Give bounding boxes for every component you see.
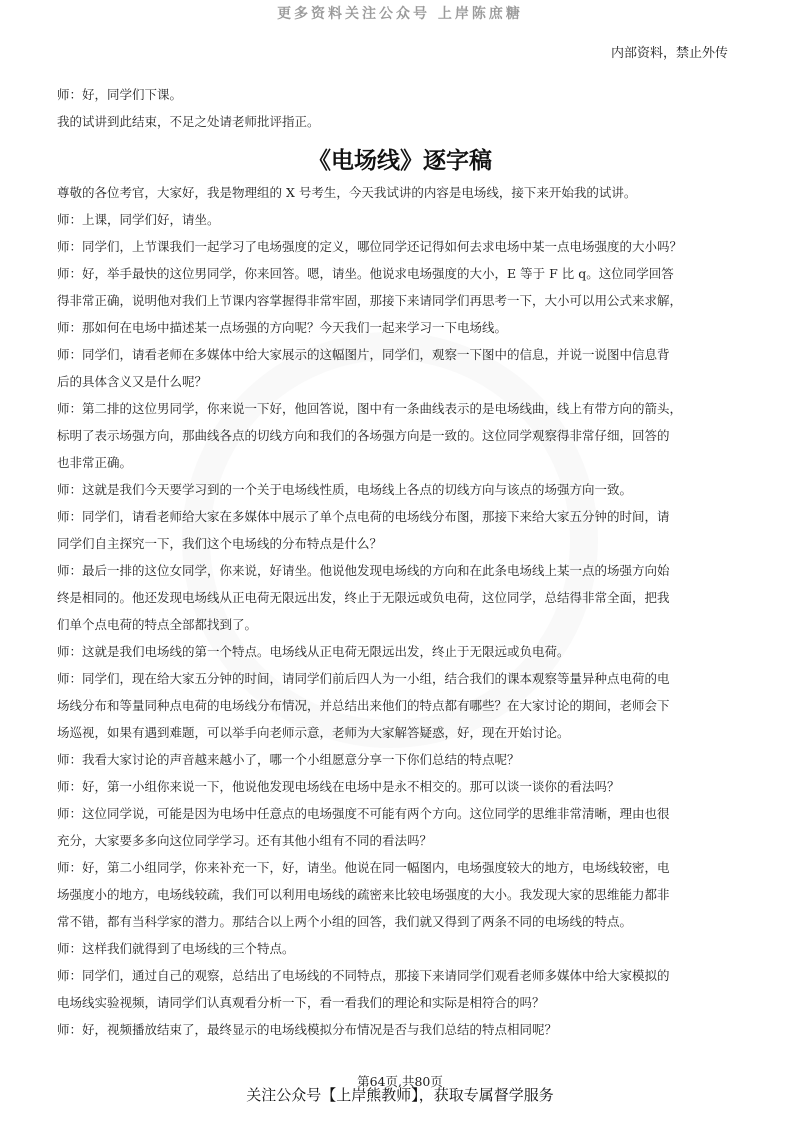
paragraph-line: 师：同学们，通过自己的观察，总结出了电场线的不同特点，那接下来请同学们观看老师多媒体中给大家模拟的	[57, 968, 670, 983]
paragraph-line: 后的具体含义又是什么呢？	[57, 374, 208, 389]
intro-line: 师：好，同学们下课。	[57, 87, 183, 102]
paragraph-line: 尊敬的各位考官，大家好，我是物理组的 X 号考生，今天我试讲的内容是电场线，接下来开始我的试讲。	[57, 185, 637, 200]
page-number: 第64页,共80页	[357, 1074, 443, 1089]
paragraph-line: 师：好，第一小组你来说一下，他说他发现电场线在电场中是永不相交的。那可以谈一谈你的看法吗？	[57, 779, 620, 794]
paragraph-line: 得非常正确，说明他对我们上节课内容掌握得非常牢固，那接下来请同学们再思考一下，大小可以用公式来求解，	[57, 293, 683, 308]
paragraph-line: 师：上课，同学们好，请坐。	[57, 212, 220, 227]
document-title: 《电场线》逐字稿	[308, 147, 492, 174]
paragraph-line: 标明了表示场强方向，那曲线各点的切线方向和我们的各场强方向是一致的。这位同学观察得非常仔细，回答的	[57, 428, 670, 443]
paragraph-line: 也非常正确。	[57, 455, 133, 470]
paragraph-line: 师：同学们，请看老师给大家在多媒体中展示了单个点电荷的电场线分布图，那接下来给大家五分钟的时间，请	[57, 509, 670, 524]
paragraph-line: 师：我看大家讨论的声音越来越小了，哪一个小组愿意分享一下你们总结的特点呢？	[57, 752, 520, 767]
paragraph-line: 场强度小的地方，电场线较疏，我们可以利用电场线的疏密来比较电场强度的大小。我发现大家的思维能力都非	[57, 887, 670, 902]
paragraph-line: 同学们自主探究一下，我们这个电场线的分布特点是什么？	[57, 536, 383, 551]
paragraph-line: 场线分布和等量同种点电荷的电场线分布情况，并总结出来他们的特点都有哪些？在大家讨论的期间，老师会下	[57, 698, 670, 713]
footer-promo: 关注公众号【上岸熊教师】，获取专属督学服务	[246, 1086, 554, 1104]
paragraph-line: 充分，大家要多多向这位同学学习。还有其他小组有不同的看法吗？	[57, 833, 433, 848]
paragraph-line: 师：同学们，上节课我们一起学习了电场强度的定义，哪位同学还记得如何去求电场中某一点电场强度的大小吗？	[57, 239, 683, 254]
paragraph-line: 师：好，视频播放结束了，最终显示的电场线模拟分布情况是否与我们总结的特点相同呢？	[57, 1022, 558, 1037]
paragraph-line: 师：第二排的这位男同学，你来说一下好，他回答说，图中有一条曲线表示的是电场线曲，线上有带方向的箭头，	[57, 401, 683, 416]
paragraph-line: 常不错，都有当科学家的潜力。那结合以上两个小组的回答，我们就又得到了两条不同的电场线的特点。	[57, 914, 633, 929]
paragraph-line: 们单个点电荷的特点全部都找到了。	[57, 617, 258, 632]
top-banner: 更多资料关注公众号 上岸陈庶糖	[277, 6, 523, 22]
paragraph-line: 终是相同的。他还发现电场线从正电荷无限远出发，终止于无限远或负电荷，这位同学，总结得非常全面，把我	[57, 590, 670, 605]
paragraph-line: 电场线实验视频，请同学们认真观看分析一下，看一看我们的理论和实际是相符合的吗？	[57, 995, 545, 1010]
paragraph-line: 师：最后一排的这位女同学，你来说，好请坐。他说他发现电场线的方向和在此条电场线上某一点的场强方向始	[57, 563, 670, 578]
paragraph-line: 师：同学们，现在给大家五分钟的时间，请同学们前后四人为一小组，结合我们的课本观察等量异种点电荷的电	[57, 671, 670, 686]
paragraph-line: 师：这位同学说，可能是因为电场中任意点的电场强度不可能有两个方向。这位同学的思维非常清晰，理由也很	[57, 806, 670, 821]
paragraph-line: 师：好，举手最快的这位男同学，你来回答。嗯，请坐。他说求电场强度的大小，E 等于 F 比 q。这位同学回答	[57, 266, 674, 281]
paragraph-line: 师：这就是我们电场线的第一个特点。电场线从正电荷无限远出发，终止于无限远或负电荷。	[57, 644, 570, 659]
paragraph-line: 师：那如何在电场中描述某一点场强的方向呢？今天我们一起来学习一下电场线。	[57, 320, 508, 335]
intro-line: 我的试讲到此结束，不足之处请老师批评指正。	[57, 114, 320, 129]
paragraph-line: 师：这样我们就得到了电场线的三个特点。	[57, 941, 295, 956]
paragraph-line: 场巡视，如果有遇到难题，可以举手向老师示意，老师为大家解答疑惑，好，现在开始讨论。	[57, 725, 570, 740]
paragraph-line: 师：同学们，请看老师在多媒体中给大家展示的这幅图片，同学们，观察一下图中的信息，并说一说图中信息背	[57, 347, 670, 362]
paragraph-line: 师：好，第二小组同学，你来补充一下，好，请坐。他说在同一幅图内，电场强度较大的地方，电场线较密，电	[57, 860, 670, 875]
paragraph-line: 师：这就是我们今天要学习到的一个关于电场线性质，电场线上各点的切线方向与该点的场强方向一致。	[57, 482, 633, 497]
header-note: 内部资料，禁止外传	[610, 46, 728, 61]
